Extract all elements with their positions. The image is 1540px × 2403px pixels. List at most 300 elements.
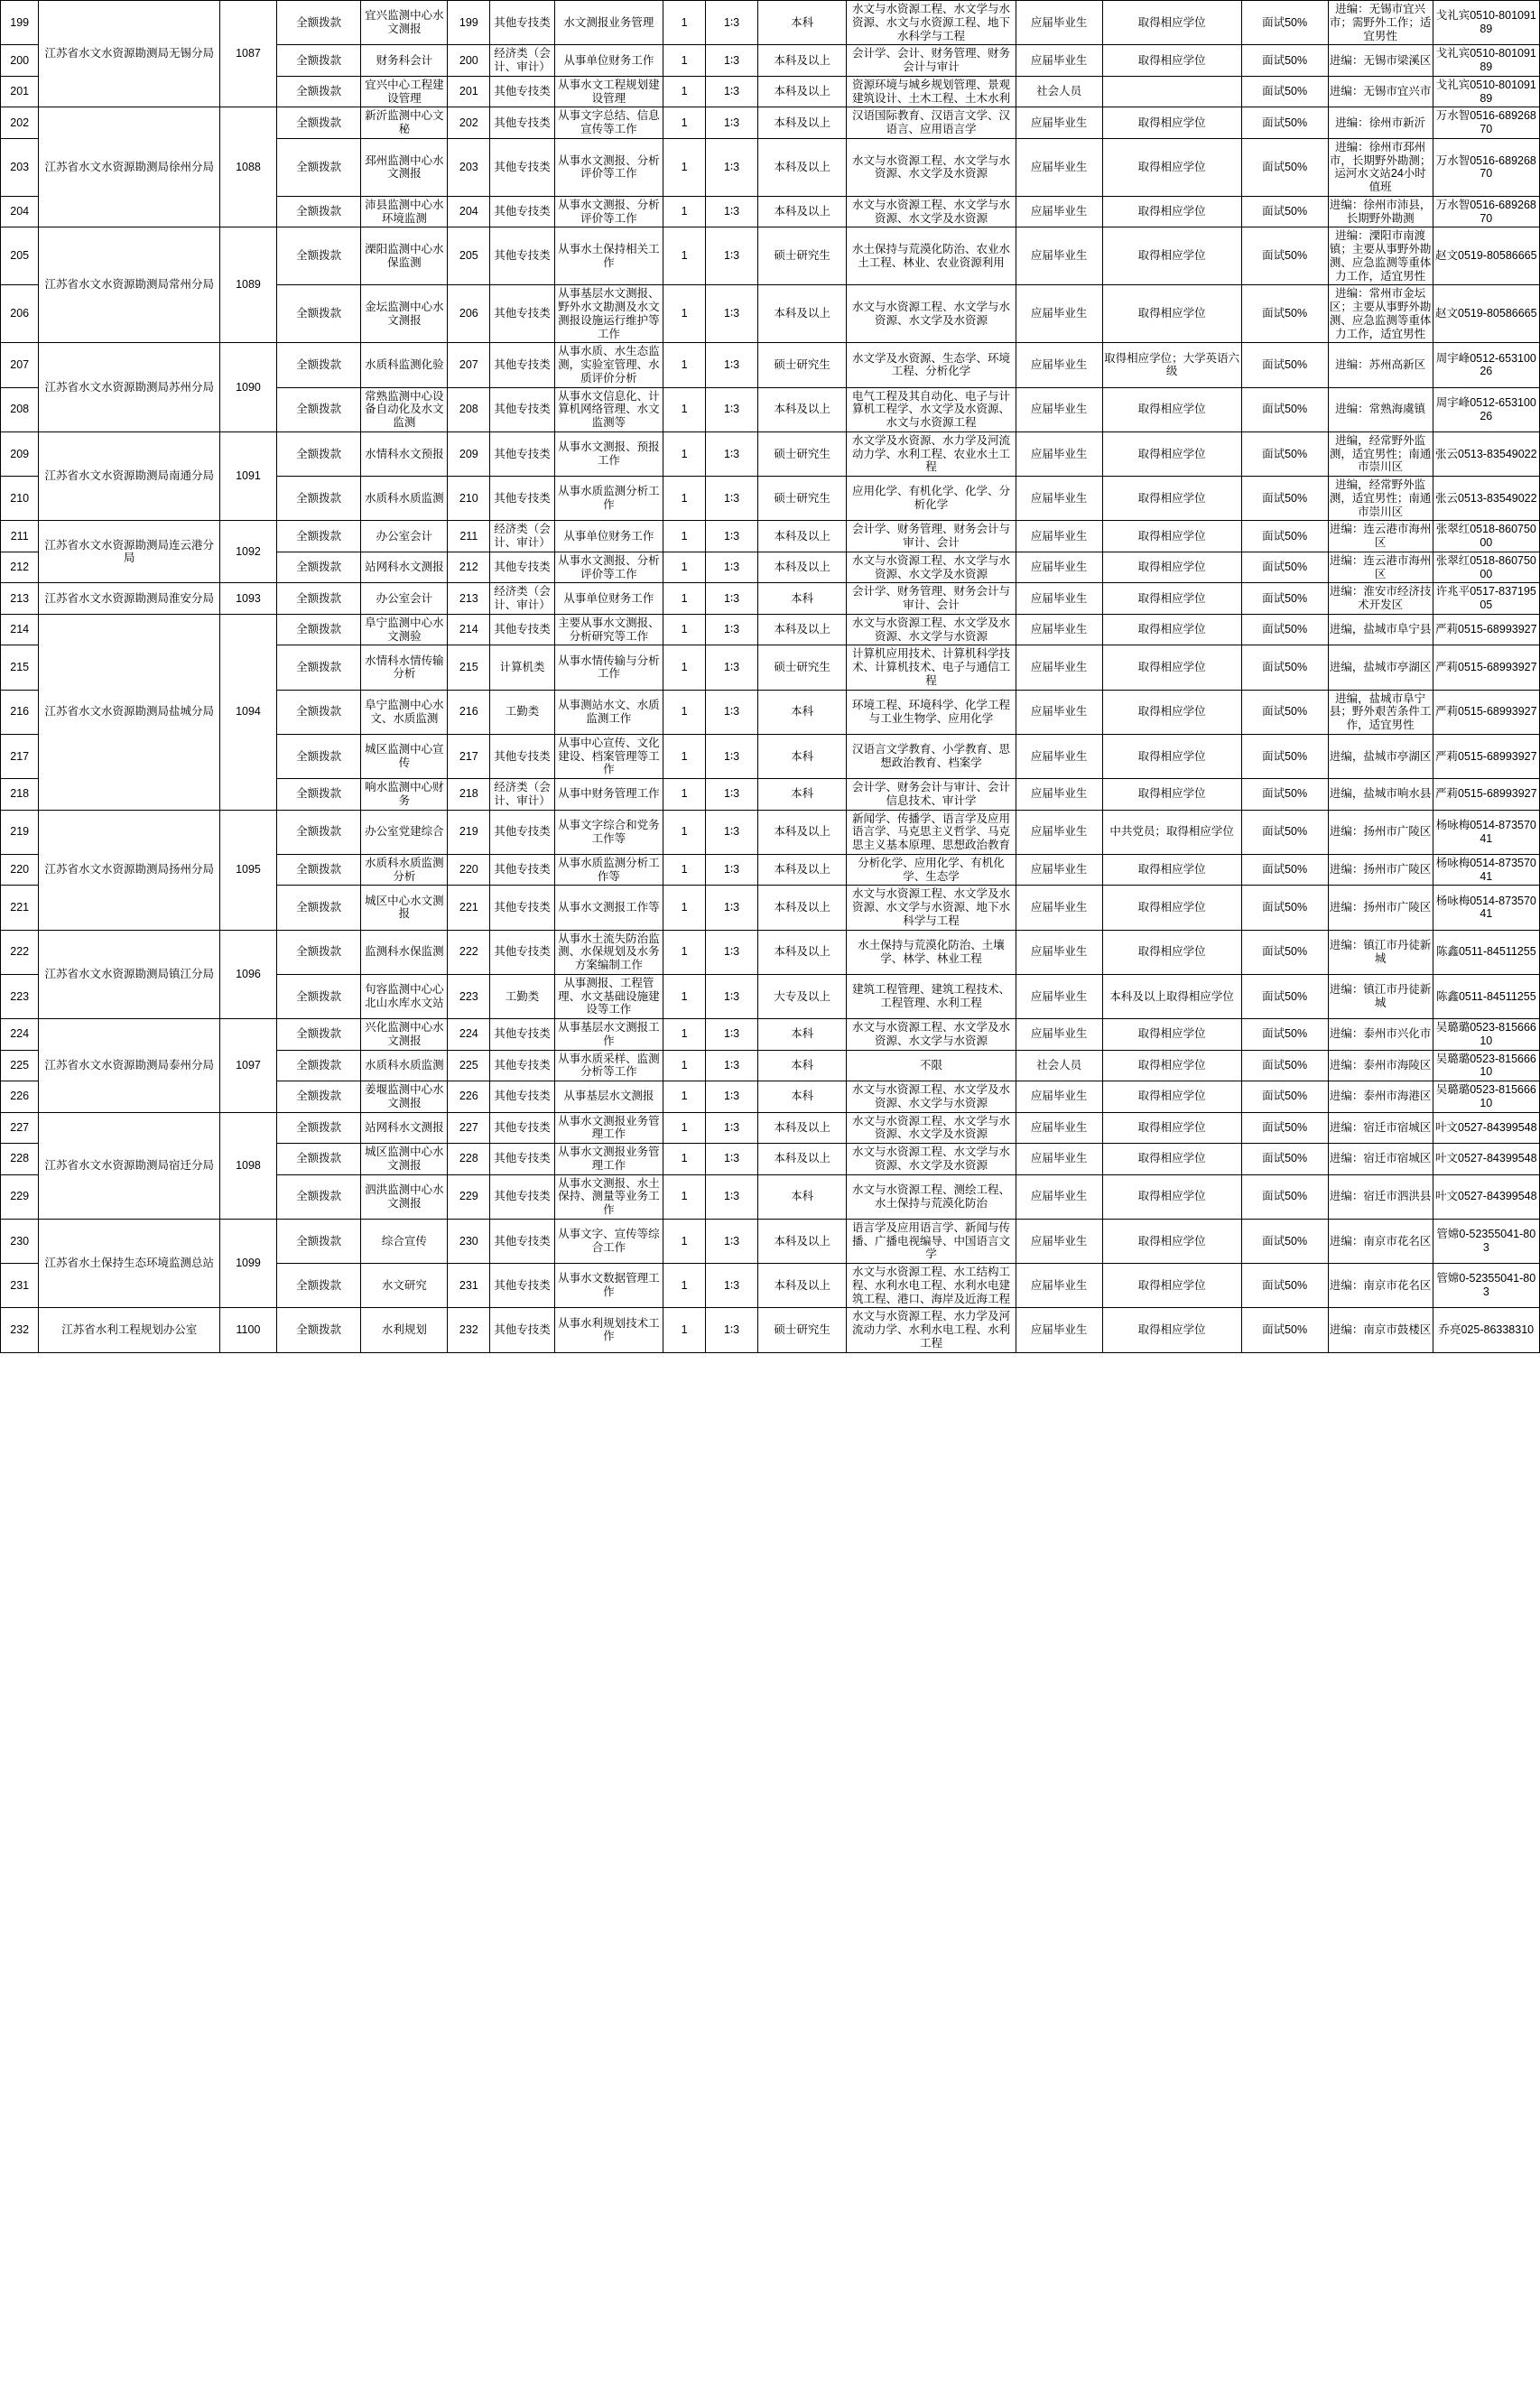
cell-identity: 应届毕业生 <box>1016 854 1102 886</box>
cell-duty: 从事水文测报、预报工作 <box>554 431 663 476</box>
cell-funding: 全额拨款 <box>276 583 361 615</box>
cell-major: 水文与水资源工程、水文学与水资源、水文学及水资源 <box>847 552 1016 583</box>
cell-contact: 万水智0516-68926870 <box>1433 107 1539 139</box>
cell-duty: 从事水文测报、水土保持、测量等业务工作 <box>554 1174 663 1219</box>
cell-duty: 从事水质、水生态监测，实验室管理、水质评价分析 <box>554 343 663 387</box>
cell-identity: 应届毕业生 <box>1016 583 1102 615</box>
cell-duty: 从事水文测报业务管理工作 <box>554 1112 663 1144</box>
cell-code: 1097 <box>220 1019 276 1113</box>
cell-count: 1 <box>663 45 706 77</box>
cell-ratio: 1∶3 <box>706 734 758 778</box>
cell-no: 204 <box>1 196 39 227</box>
cell-major: 水文学及水资源、生态学、环境工程、分析化学 <box>847 343 1016 387</box>
cell-count: 1 <box>663 583 706 615</box>
cell-post_code: 214 <box>448 614 490 645</box>
cell-major: 水文与水资源工程、水文学与水资源、水文学及水资源 <box>847 196 1016 227</box>
cell-category: 其他专技类 <box>490 614 554 645</box>
cell-post: 城区监测中心宣传 <box>361 734 448 778</box>
cell-post_code: 231 <box>448 1264 490 1308</box>
cell-interview: 面试50% <box>1241 930 1328 974</box>
cell-post_code: 216 <box>448 690 490 734</box>
cell-edu: 本科 <box>758 1 847 45</box>
cell-degree: 取得相应学位 <box>1102 1219 1241 1263</box>
cell-degree: 取得相应学位 <box>1102 387 1241 431</box>
cell-post_code: 218 <box>448 779 490 811</box>
cell-degree: 取得相应学位 <box>1102 779 1241 811</box>
cell-count: 1 <box>663 477 706 521</box>
cell-duty: 从事基层水文测报工作 <box>554 1019 663 1051</box>
cell-code: 1091 <box>220 431 276 521</box>
cell-major: 水文与水资源工程、水力学及河流动力学、水利水电工程、水利工程 <box>847 1308 1016 1352</box>
cell-contact: 张翠红0518-86075000 <box>1433 521 1539 552</box>
cell-post_code: 220 <box>448 854 490 886</box>
cell-count: 1 <box>663 227 706 285</box>
cell-identity: 应届毕业生 <box>1016 1081 1102 1113</box>
cell-no: 201 <box>1 76 39 107</box>
cell-edu: 本科 <box>758 690 847 734</box>
cell-no: 226 <box>1 1081 39 1113</box>
cell-funding: 全额拨款 <box>276 854 361 886</box>
cell-funding: 全额拨款 <box>276 227 361 285</box>
cell-interview: 面试50% <box>1241 614 1328 645</box>
cell-count: 1 <box>663 1112 706 1144</box>
cell-interview: 面试50% <box>1241 285 1328 343</box>
cell-remark: 进编：常州市金坛区；主要从事野外勘测、应急监测等重体力工作，适宜男性 <box>1328 285 1433 343</box>
cell-post: 站网科水文测报 <box>361 552 448 583</box>
cell-post_code: 199 <box>448 1 490 45</box>
cell-interview: 面试50% <box>1241 734 1328 778</box>
cell-major: 水文与水资源工程、水文学与水资源、水文学及水资源 <box>847 1144 1016 1175</box>
cell-post_code: 232 <box>448 1308 490 1352</box>
cell-contact: 乔亮025-86338310 <box>1433 1308 1539 1352</box>
cell-funding: 全额拨款 <box>276 1050 361 1081</box>
cell-degree: 取得相应学位 <box>1102 1308 1241 1352</box>
cell-post: 水质科水质监测分析 <box>361 854 448 886</box>
cell-funding: 全额拨款 <box>276 779 361 811</box>
cell-post_code: 230 <box>448 1219 490 1263</box>
cell-major: 语言学及应用语言学、新闻与传播、广播电视编导、中国语言文学 <box>847 1219 1016 1263</box>
cell-post: 阜宁监测中心水文测验 <box>361 614 448 645</box>
cell-identity: 应届毕业生 <box>1016 1174 1102 1219</box>
cell-degree: 取得相应学位 <box>1102 107 1241 139</box>
cell-category: 其他专技类 <box>490 138 554 196</box>
cell-ratio: 1∶3 <box>706 138 758 196</box>
cell-code: 1092 <box>220 521 276 583</box>
cell-major: 水土保持与荒漠化防治、农业水土工程、林业、农业资源利用 <box>847 227 1016 285</box>
cell-edu: 硕士研究生 <box>758 645 847 690</box>
cell-count: 1 <box>663 1019 706 1051</box>
cell-unit: 江苏省水文水资源勘测局南通分局 <box>39 431 220 521</box>
cell-major: 水土保持与荒漠化防治、土壤学、林学、林业工程 <box>847 930 1016 974</box>
cell-post: 水文研究 <box>361 1264 448 1308</box>
cell-duty: 从事水文信息化、计算机网络管理、水文监测等 <box>554 387 663 431</box>
cell-ratio: 1∶3 <box>706 1 758 45</box>
cell-post: 办公室党建综合 <box>361 810 448 854</box>
cell-contact: 吴璐璐0523-81566610 <box>1433 1019 1539 1051</box>
cell-no: 208 <box>1 387 39 431</box>
cell-major: 汉语言文学教育、小学教育、思想政治教育、档案学 <box>847 734 1016 778</box>
cell-identity: 应届毕业生 <box>1016 1112 1102 1144</box>
cell-contact: 严莉0515-68993927 <box>1433 690 1539 734</box>
cell-duty: 从事基层水文测报、野外水文勘测及水文测报设施运行维护等工作 <box>554 285 663 343</box>
cell-interview: 面试50% <box>1241 387 1328 431</box>
cell-identity: 应届毕业生 <box>1016 930 1102 974</box>
cell-no: 228 <box>1 1144 39 1175</box>
cell-remark: 进编，盐城市阜宁县；野外艰苦条件工作，适宜男性 <box>1328 690 1433 734</box>
cell-category: 其他专技类 <box>490 930 554 974</box>
cell-post: 宜兴监测中心水文测报 <box>361 1 448 45</box>
cell-remark: 进编：徐州市新沂 <box>1328 107 1433 139</box>
cell-no: 231 <box>1 1264 39 1308</box>
cell-ratio: 1∶3 <box>706 930 758 974</box>
cell-post_code: 206 <box>448 285 490 343</box>
cell-post_code: 204 <box>448 196 490 227</box>
cell-unit: 江苏省水文水资源勘测局镇江分局 <box>39 930 220 1019</box>
cell-code: 1099 <box>220 1219 276 1308</box>
cell-code: 1095 <box>220 810 276 930</box>
cell-interview: 面试50% <box>1241 521 1328 552</box>
cell-post: 办公室会计 <box>361 583 448 615</box>
cell-interview: 面试50% <box>1241 76 1328 107</box>
cell-funding: 全额拨款 <box>276 107 361 139</box>
cell-edu: 本科及以上 <box>758 1144 847 1175</box>
cell-remark: 进编：无锡市梁溪区 <box>1328 45 1433 77</box>
cell-remark: 进编：苏州高新区 <box>1328 343 1433 387</box>
cell-contact: 赵文0519-80586665 <box>1433 227 1539 285</box>
cell-count: 1 <box>663 645 706 690</box>
cell-no: 205 <box>1 227 39 285</box>
cell-no: 212 <box>1 552 39 583</box>
cell-post: 姜堰监测中心水文测报 <box>361 1081 448 1113</box>
cell-contact: 周宇峰0512-65310026 <box>1433 387 1539 431</box>
cell-category: 其他专技类 <box>490 734 554 778</box>
cell-degree: 取得相应学位 <box>1102 734 1241 778</box>
cell-remark: 进编：徐州市邳州市，长期野外勘测；运河水文站24小时值班 <box>1328 138 1433 196</box>
cell-remark: 进编：扬州市广陵区 <box>1328 886 1433 930</box>
cell-major: 应用化学、有机化学、化学、分析化学 <box>847 477 1016 521</box>
cell-interview: 面试50% <box>1241 810 1328 854</box>
cell-edu: 本科 <box>758 1081 847 1113</box>
cell-identity: 社会人员 <box>1016 76 1102 107</box>
cell-contact: 张云0513-83549022 <box>1433 477 1539 521</box>
table-row <box>1 930 1540 974</box>
cell-edu: 本科 <box>758 1174 847 1219</box>
cell-post: 综合宣传 <box>361 1219 448 1263</box>
cell-interview: 面试50% <box>1241 1050 1328 1081</box>
cell-contact: 叶文0527-84399548 <box>1433 1144 1539 1175</box>
cell-duty: 从事水质监测分析工作等 <box>554 854 663 886</box>
cell-duty: 从事单位财务工作 <box>554 45 663 77</box>
cell-contact: 万水智0516-68926870 <box>1433 138 1539 196</box>
cell-ratio: 1∶3 <box>706 431 758 476</box>
cell-category: 其他专技类 <box>490 1019 554 1051</box>
cell-major: 计算机应用技术、计算机科学技术、计算机技术、电子与通信工程 <box>847 645 1016 690</box>
cell-identity: 应届毕业生 <box>1016 521 1102 552</box>
cell-remark: 进编，盐城市亭湖区 <box>1328 645 1433 690</box>
cell-no: 200 <box>1 45 39 77</box>
table-row <box>1 810 1540 854</box>
cell-funding: 全额拨款 <box>276 387 361 431</box>
cell-count: 1 <box>663 779 706 811</box>
cell-major: 水文与水资源工程、水文学及水资源、水文学与水资源、地下水科学与工程 <box>847 886 1016 930</box>
cell-no: 223 <box>1 974 39 1018</box>
cell-interview: 面试50% <box>1241 431 1328 476</box>
cell-major: 水文与水资源工程、水文学与水资源、水文与水资源工程、地下水科学与工程 <box>847 1 1016 45</box>
cell-post: 句容监测中心心北山水库水文站 <box>361 974 448 1018</box>
table-row <box>1 1 1540 45</box>
cell-ratio: 1∶3 <box>706 552 758 583</box>
cell-contact: 严莉0515-68993927 <box>1433 614 1539 645</box>
cell-duty: 水文测报业务管理 <box>554 1 663 45</box>
cell-identity: 应届毕业生 <box>1016 431 1102 476</box>
cell-no: 206 <box>1 285 39 343</box>
cell-category: 其他专技类 <box>490 1144 554 1175</box>
cell-remark: 进编：连云港市海州区 <box>1328 521 1433 552</box>
cell-funding: 全额拨款 <box>276 76 361 107</box>
cell-contact: 戈礼宾0510-80109189 <box>1433 1 1539 45</box>
cell-duty: 从事单位财务工作 <box>554 583 663 615</box>
cell-interview: 面试50% <box>1241 343 1328 387</box>
cell-funding: 全额拨款 <box>276 645 361 690</box>
cell-funding: 全额拨款 <box>276 552 361 583</box>
cell-no: 225 <box>1 1050 39 1081</box>
cell-contact: 陈鑫0511-84511255 <box>1433 974 1539 1018</box>
cell-post: 溧阳监测中心水保监测 <box>361 227 448 285</box>
cell-duty: 从事水土保持相关工作 <box>554 227 663 285</box>
cell-ratio: 1∶3 <box>706 1308 758 1352</box>
table-row <box>1 521 1540 552</box>
cell-remark: 进编：镇江市丹徒新城 <box>1328 974 1433 1018</box>
cell-post_code: 219 <box>448 810 490 854</box>
cell-funding: 全额拨款 <box>276 1308 361 1352</box>
cell-identity: 应届毕业生 <box>1016 886 1102 930</box>
cell-major: 水文与水资源工程、水文学及水资源、水文学与水资源 <box>847 614 1016 645</box>
cell-edu: 本科及以上 <box>758 521 847 552</box>
cell-ratio: 1∶3 <box>706 645 758 690</box>
cell-code: 1093 <box>220 583 276 615</box>
cell-count: 1 <box>663 76 706 107</box>
cell-post_code: 223 <box>448 974 490 1018</box>
cell-post_code: 212 <box>448 552 490 583</box>
cell-no: 203 <box>1 138 39 196</box>
cell-no: 215 <box>1 645 39 690</box>
cell-count: 1 <box>663 690 706 734</box>
cell-post: 常熟监测中心设备自动化及水文监测 <box>361 387 448 431</box>
cell-remark: 进编：泰州市海港区 <box>1328 1081 1433 1113</box>
cell-ratio: 1∶3 <box>706 886 758 930</box>
cell-count: 1 <box>663 734 706 778</box>
cell-interview: 面试50% <box>1241 1144 1328 1175</box>
cell-degree: 取得相应学位 <box>1102 930 1241 974</box>
cell-count: 1 <box>663 552 706 583</box>
cell-count: 1 <box>663 387 706 431</box>
cell-remark: 进编：连云港市海州区 <box>1328 552 1433 583</box>
cell-remark: 进编：扬州市广陵区 <box>1328 810 1433 854</box>
cell-category: 其他专技类 <box>490 886 554 930</box>
cell-remark: 进编：无锡市宜兴市；需野外工作；适宜男性 <box>1328 1 1433 45</box>
cell-no: 221 <box>1 886 39 930</box>
cell-duty: 从事水文测报、分析评价等工作 <box>554 138 663 196</box>
cell-post: 水质科监测化验 <box>361 343 448 387</box>
cell-contact: 赵文0519-80586665 <box>1433 285 1539 343</box>
cell-unit: 江苏省水文水资源勘测局常州分局 <box>39 227 220 343</box>
cell-degree: 取得相应学位 <box>1102 45 1241 77</box>
cell-identity: 社会人员 <box>1016 1050 1102 1081</box>
cell-ratio: 1∶3 <box>706 1050 758 1081</box>
cell-degree: 取得相应学位 <box>1102 1 1241 45</box>
cell-count: 1 <box>663 1081 706 1113</box>
cell-post_code: 225 <box>448 1050 490 1081</box>
cell-funding: 全额拨款 <box>276 1174 361 1219</box>
cell-interview: 面试50% <box>1241 854 1328 886</box>
cell-category: 工勤类 <box>490 690 554 734</box>
cell-identity: 应届毕业生 <box>1016 974 1102 1018</box>
cell-unit: 江苏省水文水资源勘测局泰州分局 <box>39 1019 220 1113</box>
cell-identity: 应届毕业生 <box>1016 107 1102 139</box>
cell-interview: 面试50% <box>1241 552 1328 583</box>
cell-unit: 江苏省水利工程规划办公室 <box>39 1308 220 1352</box>
cell-post: 水利规划 <box>361 1308 448 1352</box>
cell-unit: 江苏省水文水资源勘测局淮安分局 <box>39 583 220 615</box>
cell-identity: 应届毕业生 <box>1016 227 1102 285</box>
cell-ratio: 1∶3 <box>706 107 758 139</box>
cell-identity: 应届毕业生 <box>1016 614 1102 645</box>
cell-unit: 江苏省水文水资源勘测局宿迁分局 <box>39 1112 220 1219</box>
cell-code: 1087 <box>220 1 276 107</box>
cell-edu: 本科 <box>758 1050 847 1081</box>
cell-edu: 硕士研究生 <box>758 1308 847 1352</box>
cell-category: 经济类（会计、审计） <box>490 583 554 615</box>
cell-major: 会计学、财务管理、财务会计与审计、会计 <box>847 521 1016 552</box>
cell-ratio: 1∶3 <box>706 974 758 1018</box>
cell-duty: 从事水情传输与分析工作 <box>554 645 663 690</box>
cell-no: 220 <box>1 854 39 886</box>
cell-post: 金坛监测中心水文测报 <box>361 285 448 343</box>
cell-major: 水文与水资源工程、水工结构工程、水利水电工程、水利水电建筑工程、港口、海岸及近海工程 <box>847 1264 1016 1308</box>
cell-post_code: 229 <box>448 1174 490 1219</box>
cell-contact: 吴璐璐0523-81566610 <box>1433 1050 1539 1081</box>
cell-identity: 应届毕业生 <box>1016 779 1102 811</box>
cell-funding: 全额拨款 <box>276 1219 361 1263</box>
cell-count: 1 <box>663 1050 706 1081</box>
cell-major: 会计学、财务会计与审计、会计信息技术、审计学 <box>847 779 1016 811</box>
cell-funding: 全额拨款 <box>276 1 361 45</box>
cell-funding: 全额拨款 <box>276 196 361 227</box>
cell-post_code: 202 <box>448 107 490 139</box>
cell-edu: 本科 <box>758 734 847 778</box>
cell-no: 199 <box>1 1 39 45</box>
cell-funding: 全额拨款 <box>276 690 361 734</box>
cell-edu: 硕士研究生 <box>758 343 847 387</box>
cell-ratio: 1∶3 <box>706 810 758 854</box>
cell-identity: 应届毕业生 <box>1016 285 1102 343</box>
cell-ratio: 1∶3 <box>706 285 758 343</box>
cell-degree: 中共党员；取得相应学位 <box>1102 810 1241 854</box>
cell-category: 其他专技类 <box>490 1081 554 1113</box>
cell-ratio: 1∶3 <box>706 779 758 811</box>
cell-post: 阜宁监测中心水文、水质监测 <box>361 690 448 734</box>
cell-count: 1 <box>663 1264 706 1308</box>
cell-post: 响水监测中心财务 <box>361 779 448 811</box>
cell-category: 其他专技类 <box>490 343 554 387</box>
cell-edu: 本科及以上 <box>758 285 847 343</box>
cell-degree: 取得相应学位 <box>1102 552 1241 583</box>
cell-major: 水文与水资源工程、测绘工程、水土保持与荒漠化防治 <box>847 1174 1016 1219</box>
cell-ratio: 1∶3 <box>706 583 758 615</box>
cell-contact: 严莉0515-68993927 <box>1433 779 1539 811</box>
cell-duty: 从事水土流失防治监测、水保规划及水务方案编制工作 <box>554 930 663 974</box>
cell-post: 财务科会计 <box>361 45 448 77</box>
cell-no: 211 <box>1 521 39 552</box>
cell-category: 其他专技类 <box>490 810 554 854</box>
cell-count: 1 <box>663 1144 706 1175</box>
cell-no: 230 <box>1 1219 39 1263</box>
cell-identity: 应届毕业生 <box>1016 690 1102 734</box>
cell-ratio: 1∶3 <box>706 1144 758 1175</box>
cell-edu: 硕士研究生 <box>758 431 847 476</box>
cell-category: 计算机类 <box>490 645 554 690</box>
cell-contact: 杨咏梅0514-87357041 <box>1433 854 1539 886</box>
cell-duty: 从事水文测报、分析评价等工作 <box>554 196 663 227</box>
cell-duty: 从事测报、工程管理、水文基础设施建设等工作 <box>554 974 663 1018</box>
cell-duty: 从事水文数据管理工作 <box>554 1264 663 1308</box>
cell-edu: 本科及以上 <box>758 552 847 583</box>
cell-identity: 应届毕业生 <box>1016 552 1102 583</box>
cell-funding: 全额拨款 <box>276 1144 361 1175</box>
cell-degree: 取得相应学位 <box>1102 1144 1241 1175</box>
cell-interview: 面试50% <box>1241 1 1328 45</box>
cell-remark: 进编：镇江市丹徒新城 <box>1328 930 1433 974</box>
cell-remark: 进编：南京市鼓楼区 <box>1328 1308 1433 1352</box>
cell-no: 229 <box>1 1174 39 1219</box>
cell-remark: 进编，经常野外监测，适宜男性；南通市崇川区 <box>1328 477 1433 521</box>
cell-interview: 面试50% <box>1241 1219 1328 1263</box>
table-row <box>1 343 1540 387</box>
cell-degree: 取得相应学位 <box>1102 854 1241 886</box>
cell-funding: 全额拨款 <box>276 1264 361 1308</box>
cell-funding: 全额拨款 <box>276 614 361 645</box>
cell-category: 其他专技类 <box>490 1050 554 1081</box>
cell-interview: 面试50% <box>1241 690 1328 734</box>
cell-identity: 应届毕业生 <box>1016 1144 1102 1175</box>
cell-ratio: 1∶3 <box>706 1174 758 1219</box>
cell-category: 经济类（会计、审计） <box>490 779 554 811</box>
cell-identity: 应届毕业生 <box>1016 810 1102 854</box>
cell-edu: 本科及以上 <box>758 196 847 227</box>
cell-interview: 面试50% <box>1241 645 1328 690</box>
cell-post_code: 211 <box>448 521 490 552</box>
cell-ratio: 1∶3 <box>706 76 758 107</box>
cell-funding: 全额拨款 <box>276 477 361 521</box>
cell-post: 水情科水文预报 <box>361 431 448 476</box>
cell-major: 新闻学、传播学、语言学及应用语言学、马克思主义哲学、马克思主义基本原理、思想政治教育 <box>847 810 1016 854</box>
cell-identity: 应届毕业生 <box>1016 45 1102 77</box>
cell-edu: 本科及以上 <box>758 76 847 107</box>
cell-degree: 取得相应学位 <box>1102 614 1241 645</box>
cell-degree: 本科及以上取得相应学位 <box>1102 974 1241 1018</box>
cell-post: 邳州监测中心水文测报 <box>361 138 448 196</box>
cell-interview: 面试50% <box>1241 583 1328 615</box>
cell-contact: 杨咏梅0514-87357041 <box>1433 810 1539 854</box>
cell-duty: 从事水文测报、分析评价等工作 <box>554 552 663 583</box>
cell-interview: 面试50% <box>1241 779 1328 811</box>
cell-post: 办公室会计 <box>361 521 448 552</box>
cell-unit: 江苏省水文水资源勘测局无锡分局 <box>39 1 220 107</box>
cell-funding: 全额拨款 <box>276 974 361 1018</box>
cell-degree: 取得相应学位 <box>1102 1019 1241 1051</box>
cell-ratio: 1∶3 <box>706 45 758 77</box>
cell-post_code: 213 <box>448 583 490 615</box>
